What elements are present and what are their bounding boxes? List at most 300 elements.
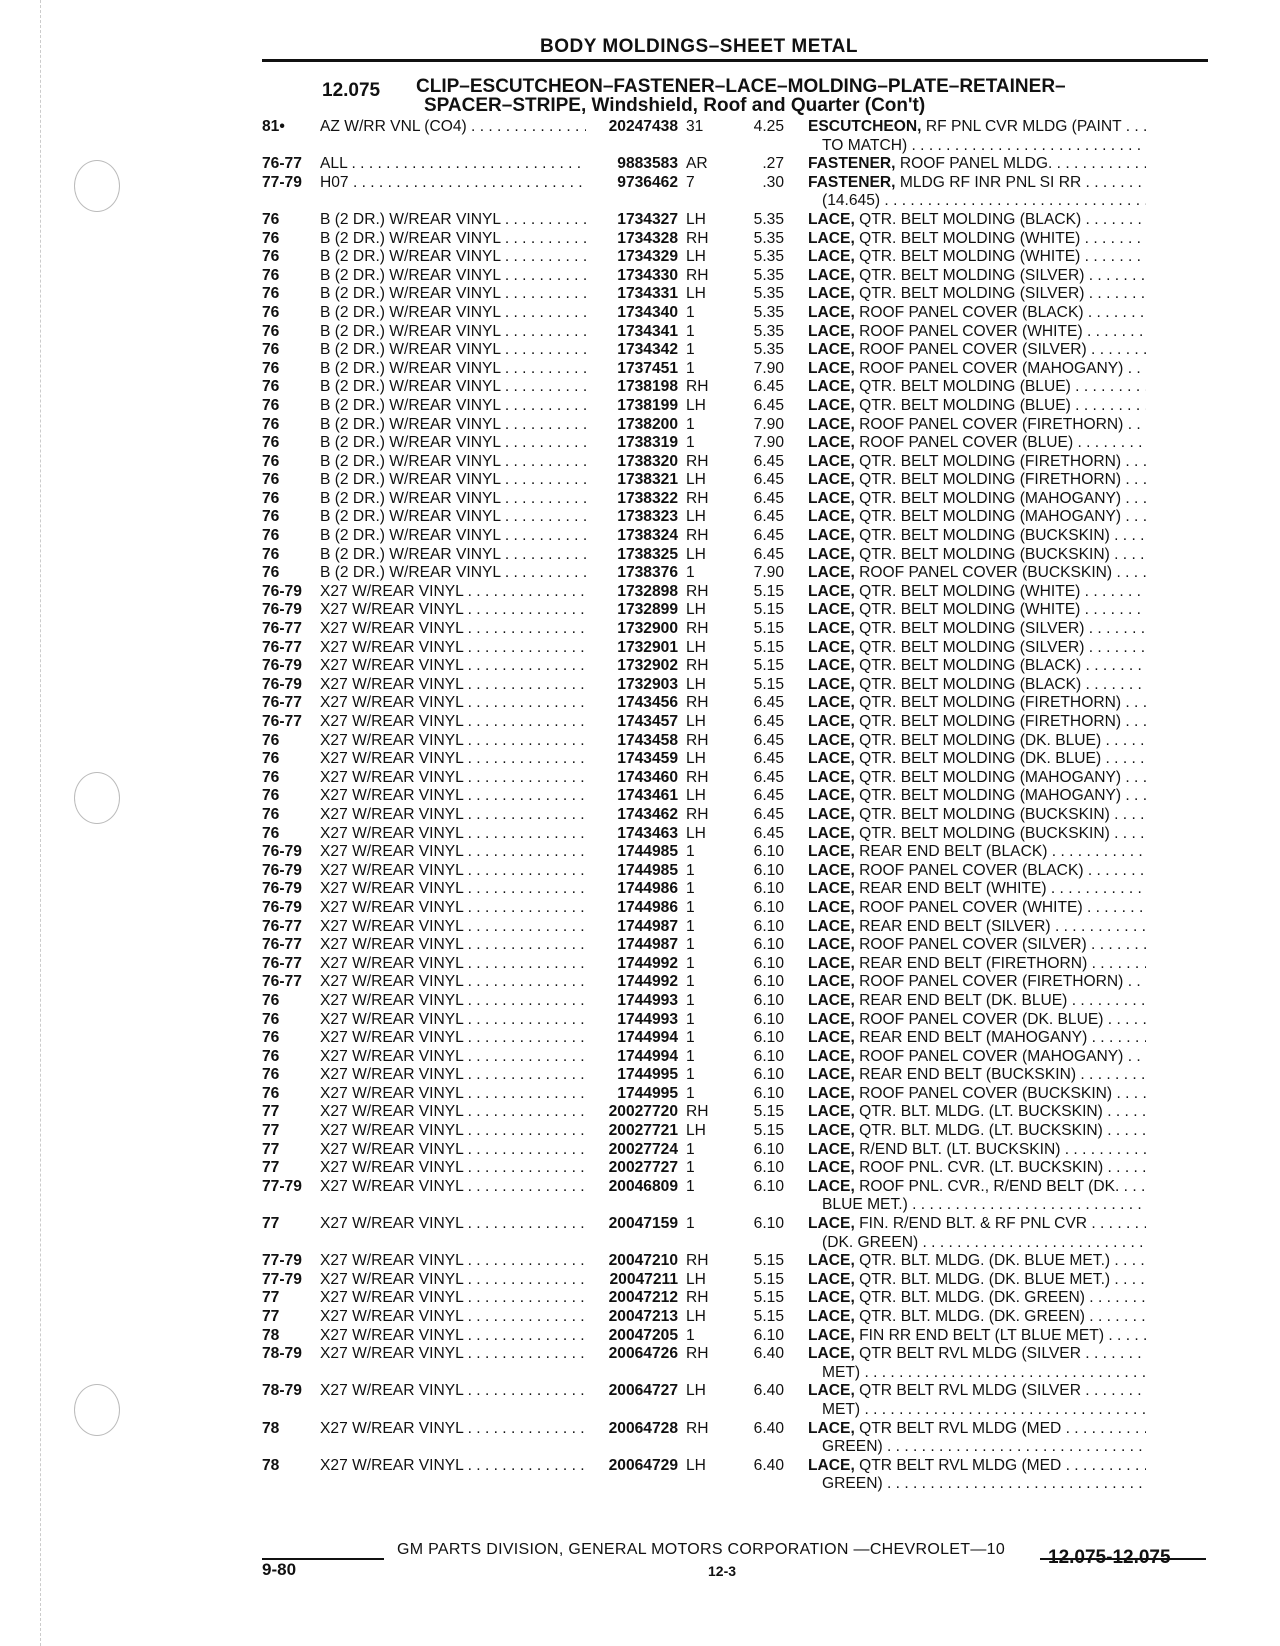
part-name-line xyxy=(808,713,1146,732)
part-name-text: ROOF PANEL COVER (FIRETHORN) xyxy=(854,415,1124,433)
quantity: 1 xyxy=(686,973,695,991)
model-year: 76 xyxy=(262,768,280,786)
part-name-text: ROOF PANEL COVER (BLACK) xyxy=(854,303,1084,321)
model-description: X27 W/REAR VINYL . . . xyxy=(320,1457,586,1476)
quantity: 1 xyxy=(686,898,695,916)
list-item xyxy=(262,1066,1212,1085)
footer-date: 9-80 xyxy=(262,1560,297,1579)
model-year: 76 xyxy=(262,508,280,526)
model-year: 77 xyxy=(262,1103,280,1121)
list-item xyxy=(262,880,1212,899)
part-name-bold: LACE, xyxy=(808,750,855,768)
model-year: 76 xyxy=(262,359,280,377)
part-name-bold: LACE, xyxy=(808,489,855,507)
part-name-cell xyxy=(784,601,1146,620)
part-name-cell xyxy=(784,1289,1146,1308)
model-description: X27 W/REAR VINYL . . . xyxy=(320,750,586,769)
part-name-bold: LACE, xyxy=(808,638,855,656)
part-name-text: REAR END BELT (BUCKSKIN) xyxy=(854,1066,1077,1084)
part-name-continuation: MET) . . . xyxy=(808,1401,1146,1420)
part-name-text: ROOF PANEL COVER (SILVER) xyxy=(854,341,1087,359)
part-name-cell xyxy=(784,620,1146,639)
part-name-bold: LACE, xyxy=(808,1029,855,1047)
part-name-text: QTR. BELT MOLDING (WHITE) xyxy=(854,582,1081,600)
quantity: RH xyxy=(686,1345,709,1363)
model-description: X27 W/REAR VINYL . . . xyxy=(320,1029,586,1048)
part-name-cell xyxy=(784,639,1146,658)
list-item xyxy=(262,304,1212,323)
quantity: RH xyxy=(686,1419,709,1437)
list-item xyxy=(262,806,1212,825)
part-name-bold: LACE, xyxy=(808,880,855,898)
part-name-cell xyxy=(784,973,1146,992)
part-name-cell xyxy=(784,508,1146,527)
part-name-bold: LACE, xyxy=(808,508,855,526)
part-name-line xyxy=(808,490,1146,509)
model-description: B (2 DR.) W/REAR VINYL . . . xyxy=(320,490,586,509)
model-year: 76 xyxy=(262,991,280,1009)
model-year: 76-79 xyxy=(262,675,302,693)
model-year: 76 xyxy=(262,415,280,433)
list-item xyxy=(262,416,1212,435)
quantity: 1 xyxy=(686,1159,695,1177)
part-number: 1734331 xyxy=(617,285,678,303)
part-number: 1743458 xyxy=(617,731,678,749)
model-year: 78 xyxy=(262,1456,280,1474)
part-name-line xyxy=(808,323,1146,342)
list-item xyxy=(262,230,1212,249)
model-year: 76-79 xyxy=(262,861,302,879)
part-name-line xyxy=(808,936,1146,955)
part-name-cell xyxy=(784,1085,1146,1104)
model-description: X27 W/REAR VINYL . . . xyxy=(320,657,586,676)
price: 5.15 xyxy=(753,1103,784,1121)
quantity: 1 xyxy=(686,1326,695,1344)
price: 6.45 xyxy=(753,805,784,823)
part-number: 1744992 xyxy=(617,973,678,991)
model-description: X27 W/REAR VINYL . . . xyxy=(320,806,586,825)
quantity: LH xyxy=(686,248,706,266)
list-item xyxy=(262,1178,1212,1215)
list-item xyxy=(262,657,1212,676)
part-name-text: QTR. BELT MOLDING (MAHOGANY) xyxy=(854,768,1122,786)
model-description: B (2 DR.) W/REAR VINYL . . . xyxy=(320,378,586,397)
part-name-text: ROOF PANEL COVER (WHITE) xyxy=(854,898,1083,916)
list-item xyxy=(262,992,1212,1011)
part-name-cell xyxy=(784,360,1146,379)
binder-hole xyxy=(74,1384,120,1436)
part-number: 1734341 xyxy=(617,322,678,340)
model-description: B (2 DR.) W/REAR VINYL . . . xyxy=(320,360,586,379)
part-name-bold: LACE, xyxy=(808,787,855,805)
model-year: 77 xyxy=(262,1159,280,1177)
part-name-continuation: BLUE MET.) . . . xyxy=(808,1196,1146,1215)
quantity: 1 xyxy=(686,564,695,582)
model-description: X27 W/REAR VINYL . . . xyxy=(320,583,586,602)
price: 7.90 xyxy=(753,434,784,452)
part-number: 1734327 xyxy=(617,210,678,228)
price: 5.35 xyxy=(753,285,784,303)
part-name-line xyxy=(808,118,1146,137)
footer-section-range: 12.075-12.075 xyxy=(1048,1547,1171,1568)
part-number: 20027727 xyxy=(608,1159,678,1177)
model-description: B (2 DR.) W/REAR VINYL . . . xyxy=(320,434,586,453)
part-name-text: REAR END BELT (WHITE) xyxy=(854,880,1047,898)
model-description: X27 W/REAR VINYL . . . xyxy=(320,732,586,751)
part-name-text: ROOF PANEL COVER (FIRETHORN) xyxy=(854,973,1124,991)
price: 6.40 xyxy=(753,1382,784,1400)
list-item xyxy=(262,267,1212,286)
part-number: 1734329 xyxy=(617,248,678,266)
part-number: 1738325 xyxy=(617,545,678,563)
list-item xyxy=(262,918,1212,937)
price: 6.10 xyxy=(753,1066,784,1084)
list-item xyxy=(262,1103,1212,1122)
part-name-bold: LACE, xyxy=(808,1382,855,1400)
part-name-text: QTR. BELT MOLDING (FIRETHORN) xyxy=(854,471,1122,489)
part-name-bold: LACE, xyxy=(808,768,855,786)
quantity: 1 xyxy=(686,917,695,935)
price: 6.45 xyxy=(753,508,784,526)
part-number: 1744985 xyxy=(617,861,678,879)
part-number: 1744986 xyxy=(617,880,678,898)
part-number: 20064729 xyxy=(608,1456,678,1474)
model-year: 76 xyxy=(262,452,280,470)
model-year: 76 xyxy=(262,378,280,396)
part-name-line xyxy=(808,1085,1146,1104)
part-name-cell xyxy=(784,341,1146,360)
page-edge-line xyxy=(40,0,41,1646)
price: 6.45 xyxy=(753,787,784,805)
list-item xyxy=(262,527,1212,546)
part-number: 1743460 xyxy=(617,768,678,786)
part-name-line xyxy=(808,1066,1146,1085)
part-number: 1732901 xyxy=(617,638,678,656)
part-name-bold: LACE, xyxy=(808,1177,855,1195)
part-name-text: ROOF PANEL COVER (BLACK) xyxy=(854,861,1084,879)
part-name-bold: LACE, xyxy=(808,861,855,879)
list-item xyxy=(262,155,1212,174)
model-description: X27 W/REAR VINYL . . . xyxy=(320,1085,586,1104)
part-name-cell xyxy=(784,1178,1146,1215)
list-item xyxy=(262,899,1212,918)
part-name-cell xyxy=(784,899,1146,918)
price: 6.10 xyxy=(753,880,784,898)
part-name-text: ROOF PANEL COVER (BUCKSKIN) xyxy=(854,1084,1113,1102)
part-name-bold: LACE, xyxy=(808,564,855,582)
part-name-text: FIN. R/END BLT. & RF PNL CVR xyxy=(854,1215,1087,1233)
part-number: 20064728 xyxy=(608,1419,678,1437)
part-number: 1743457 xyxy=(617,713,678,730)
model-year: 76-79 xyxy=(262,843,302,861)
part-name-text: FIN RR END BELT (LT BLUE MET) xyxy=(854,1326,1105,1344)
part-name-line xyxy=(808,1345,1146,1364)
list-item xyxy=(262,769,1212,788)
part-name-cell xyxy=(784,1141,1146,1160)
model-year: 76 xyxy=(262,489,280,507)
part-name-bold: LACE, xyxy=(808,1047,855,1065)
list-item xyxy=(262,1289,1212,1308)
list-item xyxy=(262,1159,1212,1178)
list-item xyxy=(262,1141,1212,1160)
model-description: X27 W/REAR VINYL . . . xyxy=(320,843,586,862)
quantity: RH xyxy=(686,266,709,284)
quantity: 7 xyxy=(686,173,695,191)
model-description: X27 W/REAR VINYL . . . xyxy=(320,1215,586,1234)
price: 6.45 xyxy=(753,396,784,414)
part-name-cell xyxy=(784,453,1146,472)
model-description: X27 W/REAR VINYL . . . xyxy=(320,1308,586,1327)
part-name-continuation: (DK. GREEN) . . . xyxy=(808,1234,1146,1253)
list-item xyxy=(262,973,1212,992)
part-name-text: QTR. BELT MOLDING (BLUE) xyxy=(854,378,1071,396)
quantity: LH xyxy=(686,210,706,228)
price: 5.15 xyxy=(753,675,784,693)
model-year: 76 xyxy=(262,471,280,489)
part-name-cell xyxy=(784,1271,1146,1290)
part-name-line xyxy=(808,1289,1146,1308)
model-description: B (2 DR.) W/REAR VINYL . . . xyxy=(320,546,586,565)
model-description: AZ W/RR VNL (CO4) . . . xyxy=(320,118,586,137)
part-number: 1744993 xyxy=(617,1010,678,1028)
part-name-line xyxy=(808,378,1146,397)
part-name-text: RF PNL CVR MLDG (PAINT xyxy=(921,118,1122,135)
part-name-text: QTR. BELT MOLDING (BUCKSKIN) xyxy=(854,527,1110,545)
model-year: 76-77 xyxy=(262,713,302,730)
part-name-continuation: GREEN) . . . xyxy=(808,1438,1146,1457)
section-heading-line1: CLIP–ESCUTCHEON–FASTENER–LACE–MOLDING–PLATE–RETAINER– xyxy=(416,76,1066,97)
model-description: X27 W/REAR VINYL . . . xyxy=(320,713,586,732)
part-name-bold: LACE, xyxy=(808,415,855,433)
part-name-continuation: TO MATCH) . . . xyxy=(808,137,1146,156)
part-name-cell xyxy=(784,118,1146,155)
part-name-bold: LACE, xyxy=(808,675,855,693)
model-year: 77 xyxy=(262,1289,280,1307)
part-name-text: QTR. BELT MOLDING (FIRETHORN) xyxy=(854,713,1122,730)
price: 7.90 xyxy=(753,564,784,582)
part-name-line xyxy=(808,769,1146,788)
part-name-line xyxy=(808,471,1146,490)
part-number: 1744987 xyxy=(617,936,678,954)
part-number: 1743462 xyxy=(617,805,678,823)
model-year: 76 xyxy=(262,1029,280,1047)
quantity: AR xyxy=(686,155,708,173)
part-name-cell xyxy=(784,750,1146,769)
part-name-text: QTR BELT RVL MLDG (MED xyxy=(854,1456,1062,1474)
quantity: LH xyxy=(686,713,706,730)
part-name-cell xyxy=(784,230,1146,249)
quantity: LH xyxy=(686,638,706,656)
list-item xyxy=(262,713,1212,732)
part-number: 20247438 xyxy=(608,118,678,135)
part-name-text: QTR. BELT MOLDING (WHITE) xyxy=(854,229,1081,247)
part-number: 1744985 xyxy=(617,843,678,861)
part-name-line xyxy=(808,583,1146,602)
model-description: X27 W/REAR VINYL . . . xyxy=(320,862,586,881)
part-name-bold: LACE, xyxy=(808,1140,855,1158)
price: 6.10 xyxy=(753,1140,784,1158)
price: 6.10 xyxy=(753,1215,784,1233)
quantity: 1 xyxy=(686,880,695,898)
model-year: 76 xyxy=(262,731,280,749)
model-year: 76-77 xyxy=(262,936,302,954)
part-name-bold: LACE, xyxy=(808,545,855,563)
part-name-text: QTR. BLT. MLDG. (DK. BLUE MET.) xyxy=(854,1270,1111,1288)
part-name-line xyxy=(808,527,1146,546)
part-number: 20046809 xyxy=(608,1177,678,1195)
part-name-line xyxy=(808,341,1146,360)
price: 6.10 xyxy=(753,936,784,954)
part-name-bold: LACE, xyxy=(808,359,855,377)
part-name-text: ROOF PANEL COVER (WHITE) xyxy=(854,322,1083,340)
part-name-cell xyxy=(784,1159,1146,1178)
part-number: 1744994 xyxy=(617,1047,678,1065)
part-name-line xyxy=(808,248,1146,267)
price: 6.45 xyxy=(753,731,784,749)
price: 6.10 xyxy=(753,1084,784,1102)
list-item xyxy=(262,397,1212,416)
part-name-line xyxy=(808,825,1146,844)
part-name-text: ROOF PANEL COVER (MAHOGANY) xyxy=(854,1047,1124,1065)
part-number: 1743459 xyxy=(617,750,678,768)
part-name-bold: LACE, xyxy=(808,341,855,359)
part-number: 1732903 xyxy=(617,675,678,693)
price: 6.10 xyxy=(753,954,784,972)
title-rule xyxy=(262,59,1208,62)
part-name-cell xyxy=(784,267,1146,286)
model-description: X27 W/REAR VINYL . . . xyxy=(320,620,586,639)
part-number: 1743456 xyxy=(617,694,678,712)
part-name-cell xyxy=(784,1457,1146,1494)
price: 6.10 xyxy=(753,991,784,1009)
price: 6.10 xyxy=(753,1177,784,1195)
part-name-bold: LACE, xyxy=(808,527,855,545)
part-number: 1744994 xyxy=(617,1029,678,1047)
part-name-bold: LACE, xyxy=(808,973,855,991)
part-name-bold: LACE, xyxy=(808,1010,855,1028)
price: 6.45 xyxy=(753,824,784,842)
quantity: 1 xyxy=(686,1140,695,1158)
part-name-cell xyxy=(784,1327,1146,1346)
part-name-text: REAR END BELT (FIRETHORN) xyxy=(854,954,1088,972)
part-name-line xyxy=(808,1011,1146,1030)
part-name-cell xyxy=(784,732,1146,751)
model-description: ALL . . . xyxy=(320,155,586,174)
model-year: 76 xyxy=(262,787,280,805)
model-year: 76 xyxy=(262,527,280,545)
quantity: 1 xyxy=(686,303,695,321)
part-name-cell xyxy=(784,155,1146,174)
model-year: 76-79 xyxy=(262,880,302,898)
model-description: B (2 DR.) W/REAR VINYL . . . xyxy=(320,248,586,267)
quantity: LH xyxy=(686,601,706,619)
part-number: 20064726 xyxy=(608,1345,678,1363)
part-name-line xyxy=(808,1327,1146,1346)
list-item xyxy=(262,1420,1212,1457)
quantity: 1 xyxy=(686,341,695,359)
part-name-text: QTR BELT RVL MLDG (SILVER xyxy=(854,1345,1081,1363)
model-description: B (2 DR.) W/REAR VINYL . . . xyxy=(320,453,586,472)
part-number: 1743463 xyxy=(617,824,678,842)
quantity: LH xyxy=(686,750,706,768)
list-item xyxy=(262,676,1212,695)
part-name-line xyxy=(808,955,1146,974)
part-number: 1738376 xyxy=(617,564,678,582)
price: .30 xyxy=(762,173,784,191)
part-name-bold: LACE, xyxy=(808,731,855,749)
model-description: X27 W/REAR VINYL . . . xyxy=(320,955,586,974)
part-name-text: QTR. BLT. MLDG. (DK. GREEN) xyxy=(854,1308,1085,1325)
quantity: LH xyxy=(686,396,706,414)
model-description: B (2 DR.) W/REAR VINYL . . . xyxy=(320,304,586,323)
list-item xyxy=(262,955,1212,974)
price: 6.40 xyxy=(753,1456,784,1474)
quantity: RH xyxy=(686,694,709,712)
model-description: X27 W/REAR VINYL . . . xyxy=(320,601,586,620)
quantity: 1 xyxy=(686,954,695,972)
part-name-line xyxy=(808,992,1146,1011)
model-description: X27 W/REAR VINYL . . . xyxy=(320,694,586,713)
price: 6.10 xyxy=(753,1326,784,1344)
part-name-line xyxy=(808,1029,1146,1048)
part-name-cell xyxy=(784,955,1146,974)
price: .27 xyxy=(762,155,784,173)
part-name-line xyxy=(808,899,1146,918)
list-item xyxy=(262,248,1212,267)
model-description: X27 W/REAR VINYL . . . xyxy=(320,1141,586,1160)
part-name-line xyxy=(808,1048,1146,1067)
part-name-text: QTR. BELT MOLDING (MAHOGANY) xyxy=(854,489,1122,507)
part-number: 9883583 xyxy=(617,155,678,173)
part-number: 1744992 xyxy=(617,954,678,972)
part-name-text: QTR. BLT. MLDG. (LT. BUCKSKIN) xyxy=(854,1122,1103,1140)
model-year: 76-77 xyxy=(262,155,302,173)
model-description: X27 W/REAR VINYL . . . xyxy=(320,1048,586,1067)
part-name-cell xyxy=(784,1382,1146,1419)
part-name-bold: LACE, xyxy=(808,898,855,916)
model-description: B (2 DR.) W/REAR VINYL . . . xyxy=(320,508,586,527)
part-name-line xyxy=(808,174,1146,193)
model-year: 76 xyxy=(262,210,280,228)
price: 6.45 xyxy=(753,378,784,396)
part-name-bold: LACE, xyxy=(808,210,855,228)
part-name-cell xyxy=(784,676,1146,695)
part-name-bold: LACE, xyxy=(808,936,855,954)
quantity: RH xyxy=(686,378,709,396)
price: 6.45 xyxy=(753,768,784,786)
part-name-bold: LACE, xyxy=(808,694,855,712)
list-item xyxy=(262,508,1212,527)
model-description: X27 W/REAR VINYL . . . xyxy=(320,825,586,844)
list-item xyxy=(262,1382,1212,1419)
quantity: RH xyxy=(686,1103,709,1121)
price: 5.35 xyxy=(753,303,784,321)
part-name-line xyxy=(808,360,1146,379)
list-item xyxy=(262,1122,1212,1141)
part-name-cell xyxy=(784,416,1146,435)
part-name-text: ROOF PANEL MLDG. xyxy=(895,155,1053,173)
part-name-text: ROOF PNL. CVR., R/END BELT (DK. xyxy=(854,1177,1120,1195)
model-description: X27 W/REAR VINYL . . . xyxy=(320,992,586,1011)
price: 5.15 xyxy=(753,1252,784,1270)
price: 5.15 xyxy=(753,1270,784,1288)
quantity: RH xyxy=(686,229,709,247)
model-year: 81• xyxy=(262,118,285,135)
part-name-cell xyxy=(784,918,1146,937)
part-name-bold: FASTENER, xyxy=(808,155,896,173)
model-year: 76 xyxy=(262,1066,280,1084)
model-year: 76 xyxy=(262,341,280,359)
